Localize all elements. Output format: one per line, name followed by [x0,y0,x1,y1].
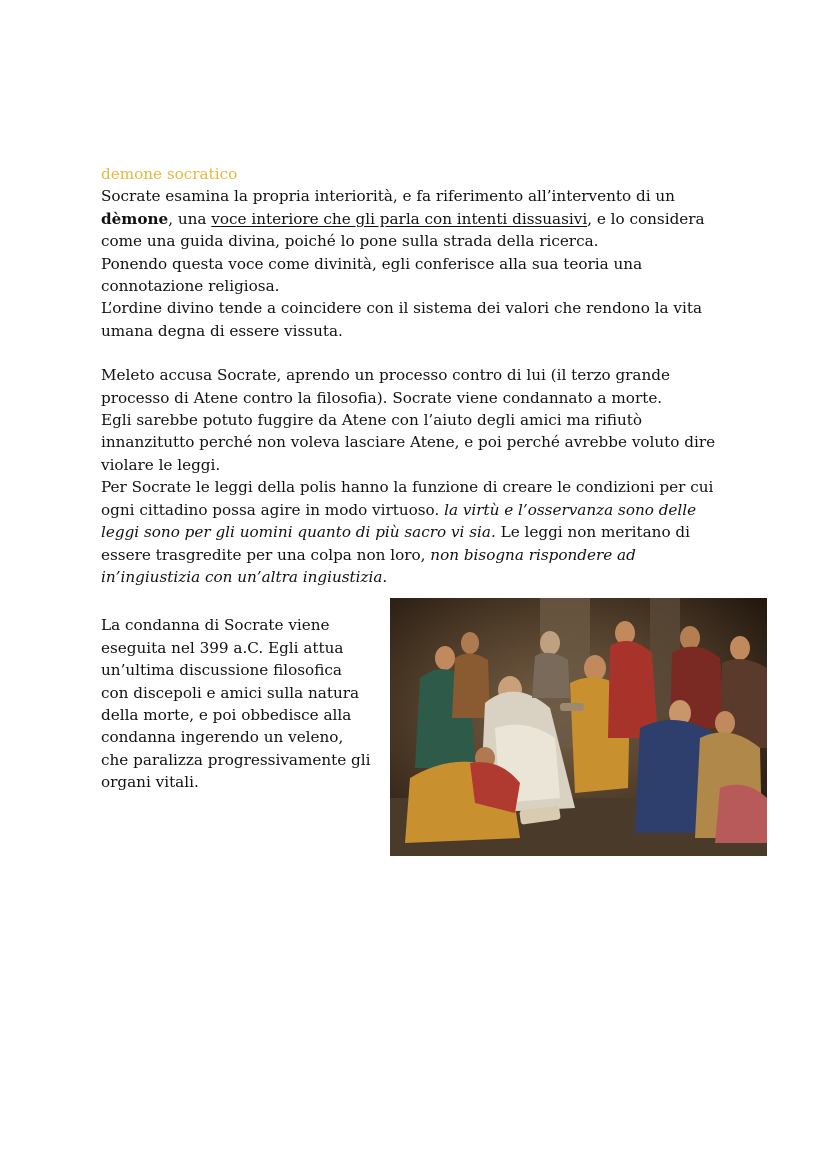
paragraph-text: Per Socrate le leggi della polis hanno la funzione di creare le condizioni per cui ogni cittadino possa agire in modo virtuoso. [101,478,714,519]
paragraph-escape: Egli sarebbe potuto fuggire da Atene con l’aiuto degli amici ma rifiutò innanzitutto perché non voleva lasciare Atene, e poi perché avrebbe voluto dire violare le leggi. [101,411,716,474]
italic-quote: la virtù e l’osservanza sono delle leggi sono per gli uomini quanto di più sacro vi sia. [101,500,697,542]
death-section [101,598,729,860]
italic-quote: non bisogna rispondere ad in’ingiustizia con un’altra ingiustizia. [101,545,636,586]
paragraph-execution: La condanna di Socrate viene eseguita nel 399 a.C. Egli attua un’ultima discussione filosofica con discepoli e amici sulla natura della morte, e poi obbedisce alla condanna ingerendo un veleno, che paralizza progressivamente gli organi vitali. [101,616,371,792]
paragraph-text: , e lo considera come una guida divina, poiché lo pone sulla strada della ricerca. [101,209,705,251]
section-heading: demone socratico [101,165,238,183]
paragraph-laws [101,476,729,588]
paragraph-daemon [101,185,729,252]
painting-illustration [390,598,767,856]
paragraph-text: , una [168,209,212,228]
paragraph-divinity: Ponendo questa voce come divinità, egli conferisce alla sua teoria una connotazione religiosa. [101,254,643,296]
underlined-phrase: voce interiore che gli parla con intenti dissuasivi [211,209,588,228]
paragraph-text: Socrate esamina la propria interiorità, e fa riferimento all’intervento di un [101,187,675,206]
bold-term: dèmone [101,209,169,228]
spacer [101,342,729,364]
painting-death-of-socrates-icon [390,598,767,856]
document-content [101,163,729,860]
paragraph-divine-order: L’ordine divino tende a coincidere con il sistema dei valori che rendono la vita umana degna di essere vissuta. [101,299,703,340]
paragraph-text: Le leggi non meritano di essere trasgredite per una colpa non loro, [101,523,691,564]
paragraph-accusation: Meleto accusa Socrate, aprendo un processo contro di lui (il terzo grande processo di Atene contro la filosofia). Socrate viene condannato a morte. [101,366,670,407]
